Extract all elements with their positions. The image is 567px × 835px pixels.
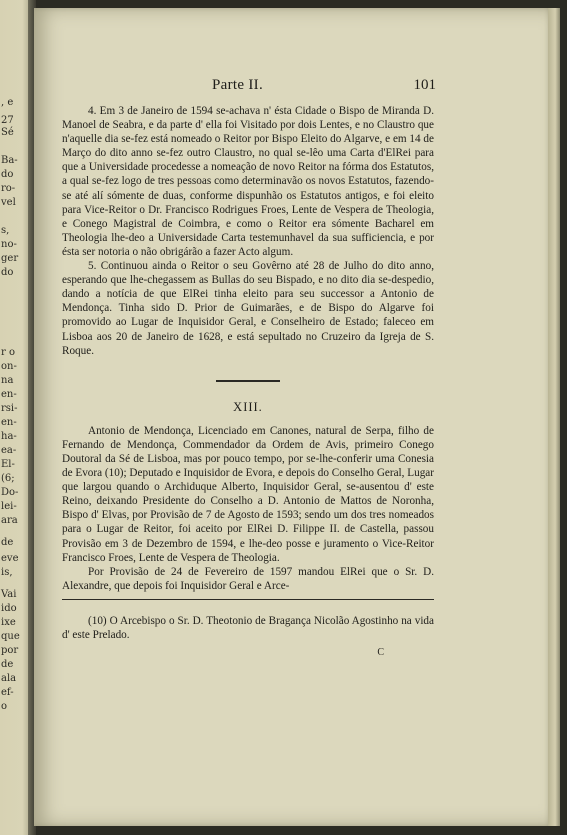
margin-fragment: ger [1, 253, 19, 264]
page-edge [548, 8, 560, 826]
facing-page-margin-text [0, 0, 30, 835]
margin-fragment: do [1, 267, 14, 278]
section-title: XIII. [233, 399, 263, 414]
margin-fragment: eve [1, 553, 19, 564]
margin-fragment: en- [1, 389, 17, 400]
margin-fragment: Sé [1, 127, 14, 138]
margin-fragment: ef- [1, 687, 14, 698]
footnote-divider [62, 599, 434, 600]
page-number: 101 [413, 77, 436, 93]
margin-fragment: ea- [1, 445, 17, 456]
margin-fragment: El- [1, 459, 15, 470]
margin-fragment: r o [1, 347, 15, 358]
margin-fragment: que [1, 631, 20, 642]
margin-fragment: do [1, 169, 14, 180]
margin-fragment: Vai [1, 589, 17, 600]
margin-fragment: en- [1, 417, 17, 428]
section-divider [216, 380, 280, 382]
paragraph: Antonio de Mendonça, Licenciado em Canones, natural de Serpa, filho de Fernando de Mendonça, Commendador da Ordem de Avis, primeiro Conego Doutoral da Sé de Lisboa, mas por pouco tempo, por se-lhe-conferir uma Conesia de Evora (10); Deputado e Inquisidor de Evora, e depois do Conselho Geral, Lugar que largou quando o Archiduque Alberto, Inquisidor Geral, se-ausentou d' este Reino, deixando Presidente do Conselho a D. Antonio de Mattos de Noronha, Bispo d' Elvas, por Provisão de 7 de Agosto de 1593; sendo um dos tres nomeados para o Lugar de Reitor, foi aceito por ElRei D. Filippe II. de Castella, passou Provisão em 3 de Dezembro de 1594, e lhe-deo posse e juramento o Vice-Reitor Francisco Froes, Lente de Vespera de Theologia. [62, 424, 434, 564]
margin-fragment: no- [1, 239, 17, 250]
margin-fragment: na [1, 375, 14, 386]
margin-fragment: ro- [1, 183, 16, 194]
margin-fragment: ido [1, 603, 17, 614]
paragraph: Por Provisão de 24 de Fevereiro de 1597 mandou ElRei que o Sr. D. Alexandre, que depois foi Inquisidor Geral e Arce- [62, 565, 434, 592]
paragraph: 5. Continuou ainda o Reitor o seu Govêrno até 28 de Julho do dito anno, esperando que lhe-chegassem as Bullas do seu Bispado, e no dito dia se-despedio, dando a notícia de que ElRei tinha eleito para seu successor a Antonio de Mendonça. Tinha sido D. Prior de Guimarães, e de Bispo do Algarve foi promovido ao Lugar de Inquisidor Geral, e Conselheiro de Estado; faleceo em Lisboa aos 20 de Janeiro de 1628, e está sepultado no Cruzeiro da Igreja de S. Roque. [62, 260, 434, 357]
paragraph: 4. Em 3 de Janeiro de 1594 se-achava n' ésta Cidade o Bispo de Miranda D. Manoel de Seabra, e da parte d' ella foi Visitado por dois Lentes, e no Claustro que n'aquelle dia se-fez está nomeado o Reitor por Bispo Eleito do Algarve, e em 14 de Março do dito anno se-fez outro Claustro, no qual se-lêo uma Carta d'ElRei para que a Universidade procedesse a nomeação de novo Reitor na fórma dos Estatutos, a qual se-fez logo de tres pessoas como determinavão os novos Estatutos, fazendo-se até alí sómente de duas, conforme dispunhão os Estatutos antigos, e foi eleito para Vice-Reitor o Dr. Francisco Rodrigues Froes, Lente de Vespera de Theologia, e Conego Magistral de Coimbra, e como o Reitor era sómente Bacharel em Theologia lhe-deo a Universidade Carta testemunhavel da sua sufficiencia, e por ésta ser notoria o não obrigárão a fazer Acto algum. [62, 105, 434, 258]
margin-fragment: is, [1, 567, 13, 578]
running-head: Parte II. [212, 77, 264, 93]
margin-fragment: ixe [1, 617, 16, 628]
margin-fragment: vel [1, 197, 16, 208]
margin-fragment: Ba- [1, 155, 18, 166]
margin-fragment: (6; [1, 473, 15, 484]
margin-fragment: de [1, 659, 14, 670]
margin-fragment: ara [1, 515, 18, 526]
margin-fragment: de [1, 537, 14, 548]
margin-fragment: Do- [1, 487, 19, 498]
margin-fragment: ha- [1, 431, 17, 442]
margin-fragment: 27 [1, 115, 14, 126]
margin-fragment: por [1, 645, 19, 656]
margin-fragment: o [1, 701, 8, 712]
margin-fragment: , e [1, 97, 14, 108]
margin-fragment: ala [1, 673, 17, 684]
margin-fragment: lei- [1, 501, 17, 512]
margin-fragment: s, [1, 225, 10, 236]
page-content [62, 78, 434, 660]
margin-fragment: on- [1, 361, 17, 372]
signature-mark: C [377, 647, 384, 659]
margin-fragment: rsi- [1, 403, 18, 414]
footnote: (10) O Arcebispo o Sr. D. Theotonio de Bragança Nicolão Agostinho na vida d' este Prelado. [62, 614, 434, 641]
page-header [62, 78, 434, 100]
